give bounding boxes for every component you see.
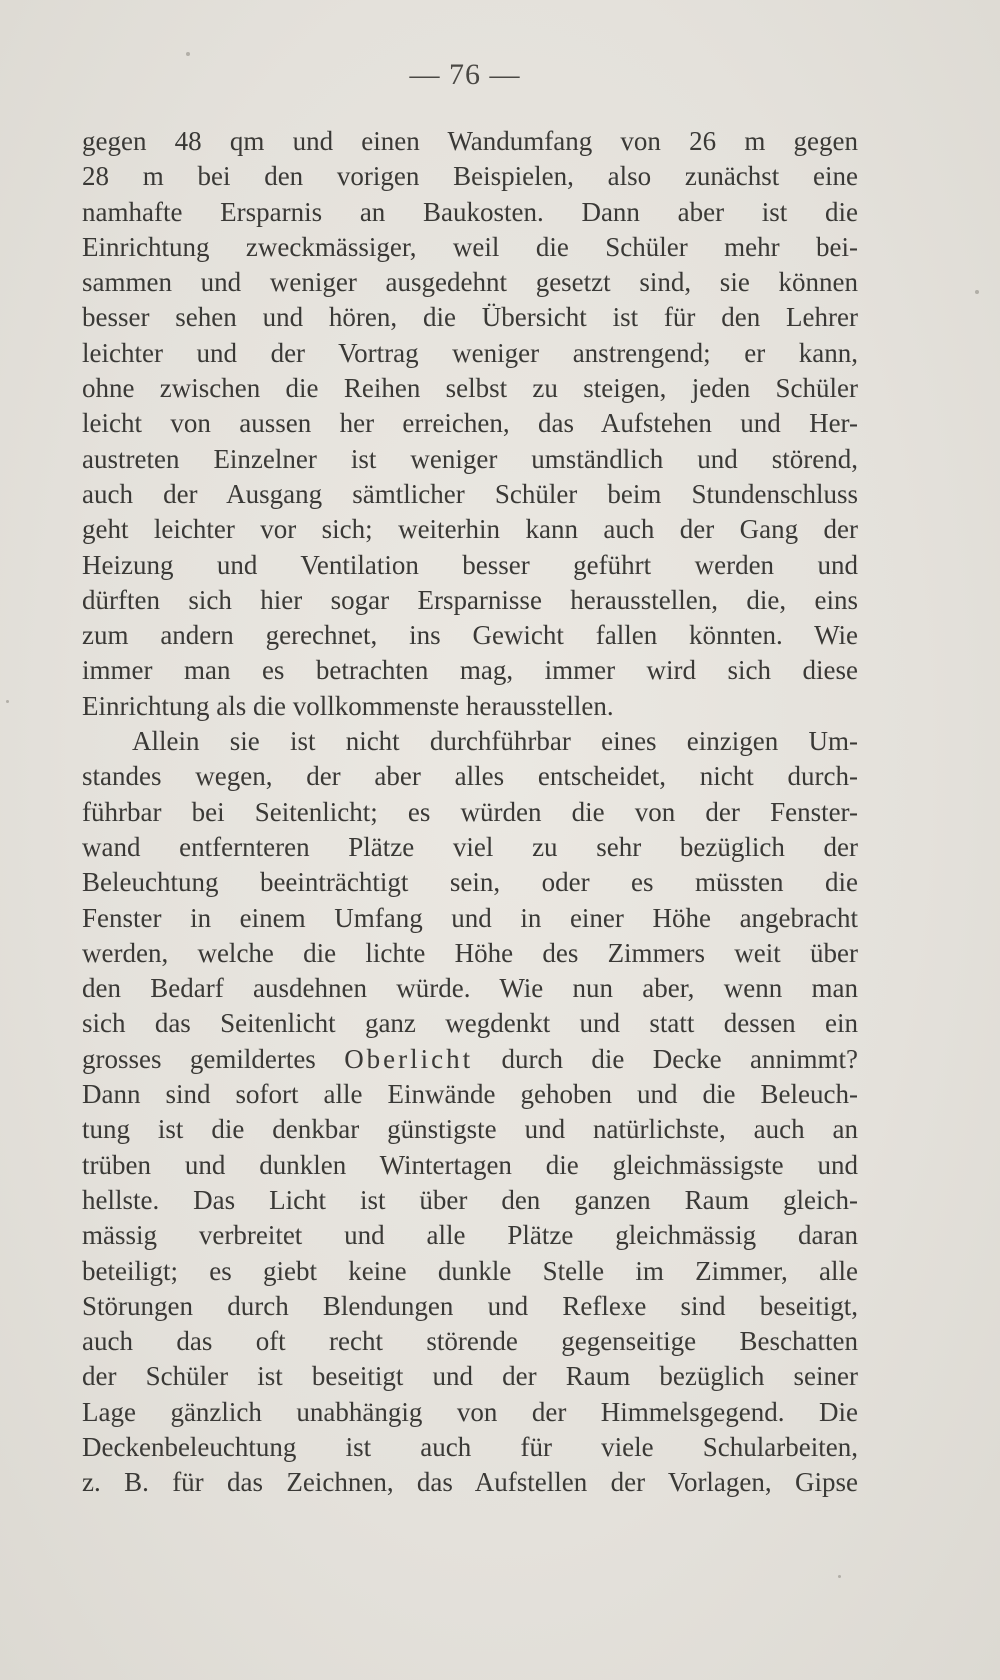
paper-speck: [975, 290, 979, 294]
text-line: dürften sich hier sogar Ersparnisse herausstellen, die, eins: [82, 584, 858, 615]
text-line: auch der Ausgang sämtlicher Schüler beim Stundenschluss: [82, 478, 858, 509]
text-line: Fenster in einem Umfang und in einer Höhe angebracht: [82, 902, 858, 933]
text-line: sich das Seitenlicht ganz wegdenkt und statt dessen ein: [82, 1008, 858, 1039]
text-line: sammen und weniger ausgedehnt gesetzt sind, sie können: [82, 267, 858, 298]
text-line: z. B. für das Zeichnen, das Aufstellen der Vorlagen, Gipse: [82, 1467, 858, 1498]
text-line: trüben und dunklen Wintertagen die gleichmässigste und: [82, 1149, 858, 1180]
text-line: Lage gänzlich unabhängig von der Himmelsgegend. Die: [82, 1396, 858, 1427]
text-line: mässig verbreitet und alle Plätze gleichmässig daran: [82, 1220, 858, 1251]
paragraph-1: [82, 124, 858, 724]
text-line: gegen 48 qm und einen Wandumfang von 26 m gegen: [82, 126, 858, 156]
text-line: hellste. Das Licht ist über den ganzen Raum gleich-: [82, 1184, 858, 1215]
text-line: geht leichter vor sich; weiterhin kann auch der Gang der: [82, 514, 858, 545]
text-line: austreten Einzelner ist weniger umständlich und störend,: [82, 443, 858, 474]
text-line: leichter und der Vortrag weniger anstrengend; er kann,: [82, 337, 858, 368]
text-line: Deckenbeleuchtung ist auch für viele Schularbeiten,: [82, 1431, 858, 1462]
text-line: 28 m bei den vorigen Beispielen, also zunächst eine: [82, 161, 858, 192]
emphasized-word: Oberlicht: [344, 1043, 474, 1074]
paper-speck: [838, 1575, 841, 1578]
text-line: Störungen durch Blendungen und Reflexe sind beseitigt,: [82, 1290, 858, 1321]
text-line: beteiligt; es giebt keine dunkle Stelle im Zimmer, alle: [82, 1255, 858, 1286]
text-line: Einrichtung zweckmässiger, weil die Schüler mehr bei-: [82, 231, 858, 262]
text-line: namhafte Ersparnis an Baukosten. Dann aber ist die: [82, 196, 858, 227]
text-line: leicht von aussen her erreichen, das Aufstehen und Her-: [82, 408, 858, 439]
text-line: Beleuchtung beeinträchtigt sein, oder es müssten die: [82, 867, 858, 898]
paper-speck: [186, 52, 190, 56]
text-line: der Schüler ist beseitigt und der Raum bezüglich seiner: [82, 1361, 858, 1392]
text-line: immer man es betrachten mag, immer wird sich diese: [82, 655, 858, 686]
text-line: werden, welche die lichte Höhe des Zimmers weit über: [82, 937, 858, 968]
text-line: standes wegen, der aber alles entscheidet, nicht durch-: [82, 761, 858, 792]
text-line: auch das oft recht störende gegenseitige Beschatten: [82, 1326, 858, 1357]
text-line: den Bedarf ausdehnen würde. Wie nun aber, wenn man: [82, 973, 858, 1004]
paper-speck: [6, 700, 9, 703]
text-line: besser sehen und hören, die Übersicht ist für den Lehrer: [82, 302, 858, 333]
text-line: Allein sie ist nicht durchführbar eines einzigen Um-: [132, 726, 858, 757]
text-line: Dann sind sofort alle Einwände gehoben und die Beleuch-: [82, 1079, 858, 1110]
text-line-emphasis: [82, 1042, 858, 1077]
page-number: — 76 —: [409, 58, 521, 91]
text-line: wand entfernteren Plätze viel zu sehr bezüglich der: [82, 831, 858, 862]
text-line: ohne zwischen die Reihen selbst zu steigen, jeden Schüler: [82, 373, 858, 404]
paragraph-2: [82, 724, 858, 1501]
text-fragment: durch die Decke annimmt?: [473, 1043, 858, 1074]
text-line: Heizung und Ventilation besser geführt werden und: [82, 549, 858, 580]
text-line: führbar bei Seitenlicht; es würden die von der Fenster-: [82, 796, 858, 827]
text-line: Einrichtung als die vollkommenste herausstellen.: [82, 690, 614, 721]
text-line: zum andern gerechnet, ins Gewicht fallen könnten. Wie: [82, 620, 858, 651]
body-text: [82, 124, 858, 1501]
text-line: tung ist die denkbar günstigste und natürlichste, auch an: [82, 1114, 858, 1145]
text-fragment: grosses gemildertes: [82, 1043, 345, 1074]
